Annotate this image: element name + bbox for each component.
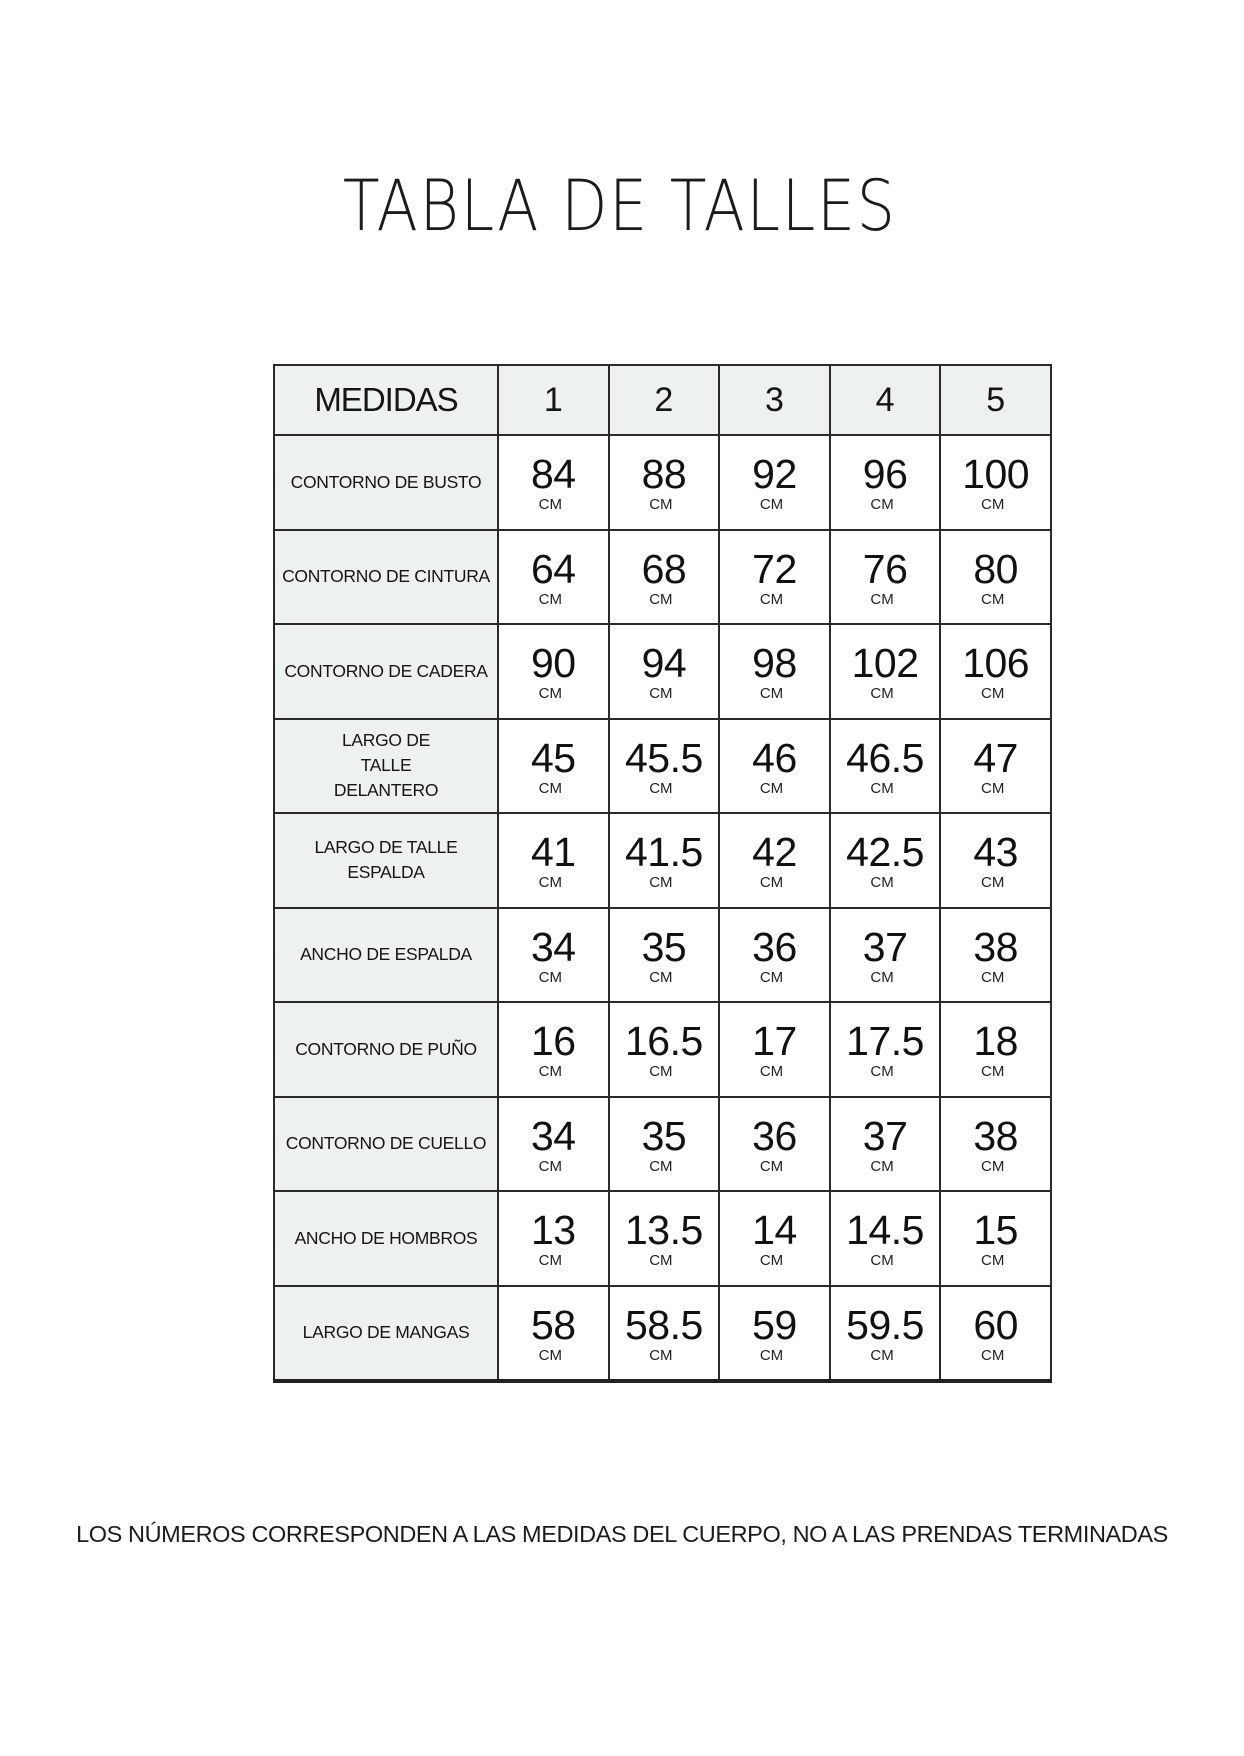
- unit-label: CM: [981, 1252, 1005, 1270]
- unit-label: CM: [759, 1252, 784, 1270]
- measurement-value: 37: [862, 1112, 908, 1159]
- unit-label: CM: [649, 685, 673, 703]
- measurement-value-cell: [609, 719, 720, 814]
- measurement-value-cell: [830, 813, 941, 908]
- unit-label: CM: [649, 1252, 673, 1270]
- measurement-value-cell: [940, 813, 1051, 908]
- measurement-value: 36: [752, 1112, 797, 1159]
- measurement-value-cell: [830, 1097, 941, 1192]
- measurement-label: LARGO DE TALLE DELANTERO: [274, 719, 498, 814]
- measurement-value-cell: [830, 908, 941, 1003]
- measurement-value-cell: [830, 435, 941, 530]
- measurement-value: 47: [973, 734, 1018, 781]
- measurement-value: 100: [962, 451, 1030, 498]
- measurement-value-cell: [830, 1286, 941, 1382]
- measurement-value: 34: [530, 923, 576, 970]
- measurement-value: 106: [962, 640, 1030, 687]
- unit-label: CM: [870, 1157, 894, 1175]
- measurement-value: 41: [530, 829, 576, 876]
- measurement-value: 17: [752, 1018, 797, 1065]
- measurement-value-cell: [498, 1191, 609, 1286]
- unit-label: CM: [870, 874, 894, 892]
- measurement-value: 37: [862, 923, 908, 970]
- table-row: [274, 813, 1051, 908]
- measurement-value: 35: [641, 1112, 687, 1159]
- footer-note: LOS NÚMEROS CORRESPONDEN A LAS MEDIDAS DEL CUERPO, NO A LAS PRENDAS TERMINADAS: [76, 1521, 1168, 1547]
- measurement-label: CONTORNO DE CINTURA: [274, 530, 498, 625]
- measurement-value: 14.5: [846, 1207, 924, 1254]
- measurement-value-cell: [830, 1002, 941, 1097]
- table-header-row: [274, 365, 1051, 435]
- measurement-value-cell: [940, 1286, 1051, 1382]
- measurement-value: 42: [752, 829, 797, 876]
- table-row: [274, 719, 1051, 814]
- measurement-value-cell: [719, 1191, 830, 1286]
- measurement-value: 59.5: [846, 1301, 924, 1348]
- measurement-value: 64: [530, 545, 576, 592]
- measurement-value-cell: [609, 624, 720, 719]
- table-row: [274, 908, 1051, 1003]
- measurement-value: 18: [973, 1018, 1018, 1065]
- measurement-value: 46.5: [846, 734, 924, 781]
- unit-label: CM: [981, 968, 1005, 986]
- measurement-value-cell: [830, 719, 941, 814]
- measurement-value: 88: [641, 451, 687, 498]
- table-row: [274, 1002, 1051, 1097]
- unit-label: CM: [649, 590, 673, 608]
- measurement-value: 34: [530, 1112, 576, 1159]
- unit-label: CM: [759, 874, 784, 892]
- unit-label: CM: [981, 1346, 1005, 1364]
- measurement-value-cell: [940, 1191, 1051, 1286]
- unit-label: CM: [870, 1346, 894, 1364]
- measurement-value: 68: [641, 545, 687, 592]
- measurement-value: 43: [973, 829, 1018, 876]
- measurement-value: 96: [862, 451, 908, 498]
- measurement-value-cell: [498, 813, 609, 908]
- measurement-value: 102: [851, 640, 919, 687]
- measurement-value-cell: [719, 1286, 830, 1382]
- unit-label: CM: [981, 1063, 1005, 1081]
- measurement-value: 90: [530, 640, 576, 687]
- measurement-value-cell: [719, 435, 830, 530]
- measurement-value-cell: [719, 1097, 830, 1192]
- measurement-value-cell: [609, 1002, 720, 1097]
- measurement-label: LARGO DE TALLE ESPALDA: [274, 813, 498, 908]
- measurement-value: 17.5: [846, 1018, 924, 1065]
- measurement-value-cell: [609, 1191, 720, 1286]
- measurement-value-cell: [940, 624, 1051, 719]
- measurement-value-cell: [719, 813, 830, 908]
- measurement-value-cell: [498, 719, 609, 814]
- measurement-value-cell: [609, 813, 720, 908]
- measurement-label: ANCHO DE ESPALDA: [274, 908, 498, 1003]
- measurement-value: 16: [530, 1018, 576, 1065]
- measurement-value-cell: [830, 624, 941, 719]
- size-chart-table: [273, 364, 1052, 1383]
- unit-label: CM: [870, 1063, 894, 1081]
- measurement-value-cell: [719, 624, 830, 719]
- measurement-value: 46: [752, 734, 797, 781]
- measurement-value: 16.5: [624, 1018, 703, 1065]
- unit-label: CM: [538, 1346, 562, 1364]
- unit-label: CM: [538, 685, 562, 703]
- measurement-value-cell: [498, 908, 609, 1003]
- measurement-value-cell: [940, 719, 1051, 814]
- header-size-1: 1: [498, 365, 609, 435]
- measurement-value: 76: [862, 545, 908, 592]
- measurement-value: 45: [530, 734, 576, 781]
- unit-label: CM: [538, 590, 562, 608]
- measurement-value: 42.5: [846, 829, 924, 876]
- measurement-value: 92: [752, 451, 797, 498]
- measurement-label: ANCHO DE HOMBROS: [274, 1191, 498, 1286]
- unit-label: CM: [538, 496, 562, 514]
- measurement-value: 35: [641, 923, 687, 970]
- measurement-value: 72: [752, 545, 797, 592]
- measurement-value-cell: [498, 530, 609, 625]
- unit-label: CM: [538, 968, 562, 986]
- unit-label: CM: [538, 1063, 562, 1081]
- measurement-value-cell: [498, 435, 609, 530]
- unit-label: CM: [538, 779, 562, 797]
- unit-label: CM: [981, 874, 1005, 892]
- unit-label: CM: [759, 1063, 784, 1081]
- measurement-value: 41.5: [624, 829, 703, 876]
- measurement-value-cell: [609, 1286, 720, 1382]
- measurement-label: CONTORNO DE CADERA: [274, 624, 498, 719]
- measurement-value: 38: [973, 1112, 1018, 1159]
- unit-label: CM: [981, 779, 1005, 797]
- unit-label: CM: [870, 496, 894, 514]
- measurement-value-cell: [719, 719, 830, 814]
- unit-label: CM: [538, 874, 562, 892]
- header-size-3: 3: [719, 365, 830, 435]
- measurement-value-cell: [719, 908, 830, 1003]
- measurement-value: 14: [752, 1207, 797, 1254]
- measurement-value: 59: [752, 1301, 797, 1348]
- measurement-value: 98: [752, 640, 797, 687]
- measurement-value: 94: [641, 640, 687, 687]
- measurement-value: 36: [752, 923, 797, 970]
- header-medidas: MEDIDAS: [274, 365, 498, 435]
- table-row: [274, 1097, 1051, 1192]
- unit-label: CM: [870, 1252, 894, 1270]
- header-size-2: 2: [609, 365, 720, 435]
- unit-label: CM: [981, 1157, 1005, 1175]
- unit-label: CM: [649, 1157, 673, 1175]
- measurement-value-cell: [719, 1002, 830, 1097]
- unit-label: CM: [759, 1157, 784, 1175]
- measurement-value-cell: [940, 1097, 1051, 1192]
- measurement-label: CONTORNO DE BUSTO: [274, 435, 498, 530]
- measurement-value-cell: [940, 908, 1051, 1003]
- unit-label: CM: [759, 779, 784, 797]
- table-row: [274, 624, 1051, 719]
- unit-label: CM: [538, 1252, 562, 1270]
- page-title: TABLA DE TALLES: [342, 165, 897, 247]
- table-row: [274, 1286, 1051, 1382]
- unit-label: CM: [649, 1346, 673, 1364]
- measurement-value-cell: [609, 435, 720, 530]
- table-row: [274, 1191, 1051, 1286]
- header-size-5: 5: [940, 365, 1051, 435]
- header-size-4: 4: [830, 365, 941, 435]
- table-row: [274, 435, 1051, 530]
- measurement-value: 80: [973, 545, 1018, 592]
- unit-label: CM: [759, 685, 784, 703]
- unit-label: CM: [870, 685, 894, 703]
- unit-label: CM: [649, 1063, 673, 1081]
- measurement-value: 13: [530, 1207, 576, 1254]
- measurement-value-cell: [498, 1002, 609, 1097]
- unit-label: CM: [538, 1157, 562, 1175]
- measurement-value: 13.5: [624, 1207, 703, 1254]
- measurement-value-cell: [830, 1191, 941, 1286]
- unit-label: CM: [759, 968, 784, 986]
- unit-label: CM: [759, 590, 784, 608]
- measurement-value-cell: [609, 1097, 720, 1192]
- unit-label: CM: [981, 685, 1005, 703]
- measurement-value: 38: [973, 923, 1018, 970]
- measurement-value-cell: [830, 530, 941, 625]
- measurement-value-cell: [940, 1002, 1051, 1097]
- measurement-value-cell: [498, 624, 609, 719]
- measurement-value: 84: [530, 451, 576, 498]
- table-row: [274, 530, 1051, 625]
- unit-label: CM: [759, 496, 784, 514]
- unit-label: CM: [649, 496, 673, 514]
- unit-label: CM: [870, 968, 894, 986]
- measurement-value: 15: [973, 1207, 1018, 1254]
- measurement-value-cell: [498, 1097, 609, 1192]
- unit-label: CM: [649, 779, 673, 797]
- unit-label: CM: [649, 968, 673, 986]
- measurement-value-cell: [719, 530, 830, 625]
- unit-label: CM: [649, 874, 673, 892]
- measurement-value: 58: [530, 1301, 576, 1348]
- measurement-value: 60: [973, 1301, 1018, 1348]
- unit-label: CM: [759, 1346, 784, 1364]
- unit-label: CM: [981, 496, 1005, 514]
- measurement-value-cell: [498, 1286, 609, 1382]
- measurement-value: 58.5: [624, 1301, 703, 1348]
- unit-label: CM: [981, 590, 1005, 608]
- measurement-value-cell: [940, 530, 1051, 625]
- unit-label: CM: [870, 779, 894, 797]
- measurement-value: 45.5: [624, 734, 703, 781]
- measurement-label: CONTORNO DE PUÑO: [274, 1002, 498, 1097]
- unit-label: CM: [870, 590, 894, 608]
- measurement-value-cell: [609, 908, 720, 1003]
- measurement-value-cell: [609, 530, 720, 625]
- measurement-label: CONTORNO DE CUELLO: [274, 1097, 498, 1192]
- measurement-value-cell: [940, 435, 1051, 530]
- measurement-label: LARGO DE MANGAS: [274, 1286, 498, 1382]
